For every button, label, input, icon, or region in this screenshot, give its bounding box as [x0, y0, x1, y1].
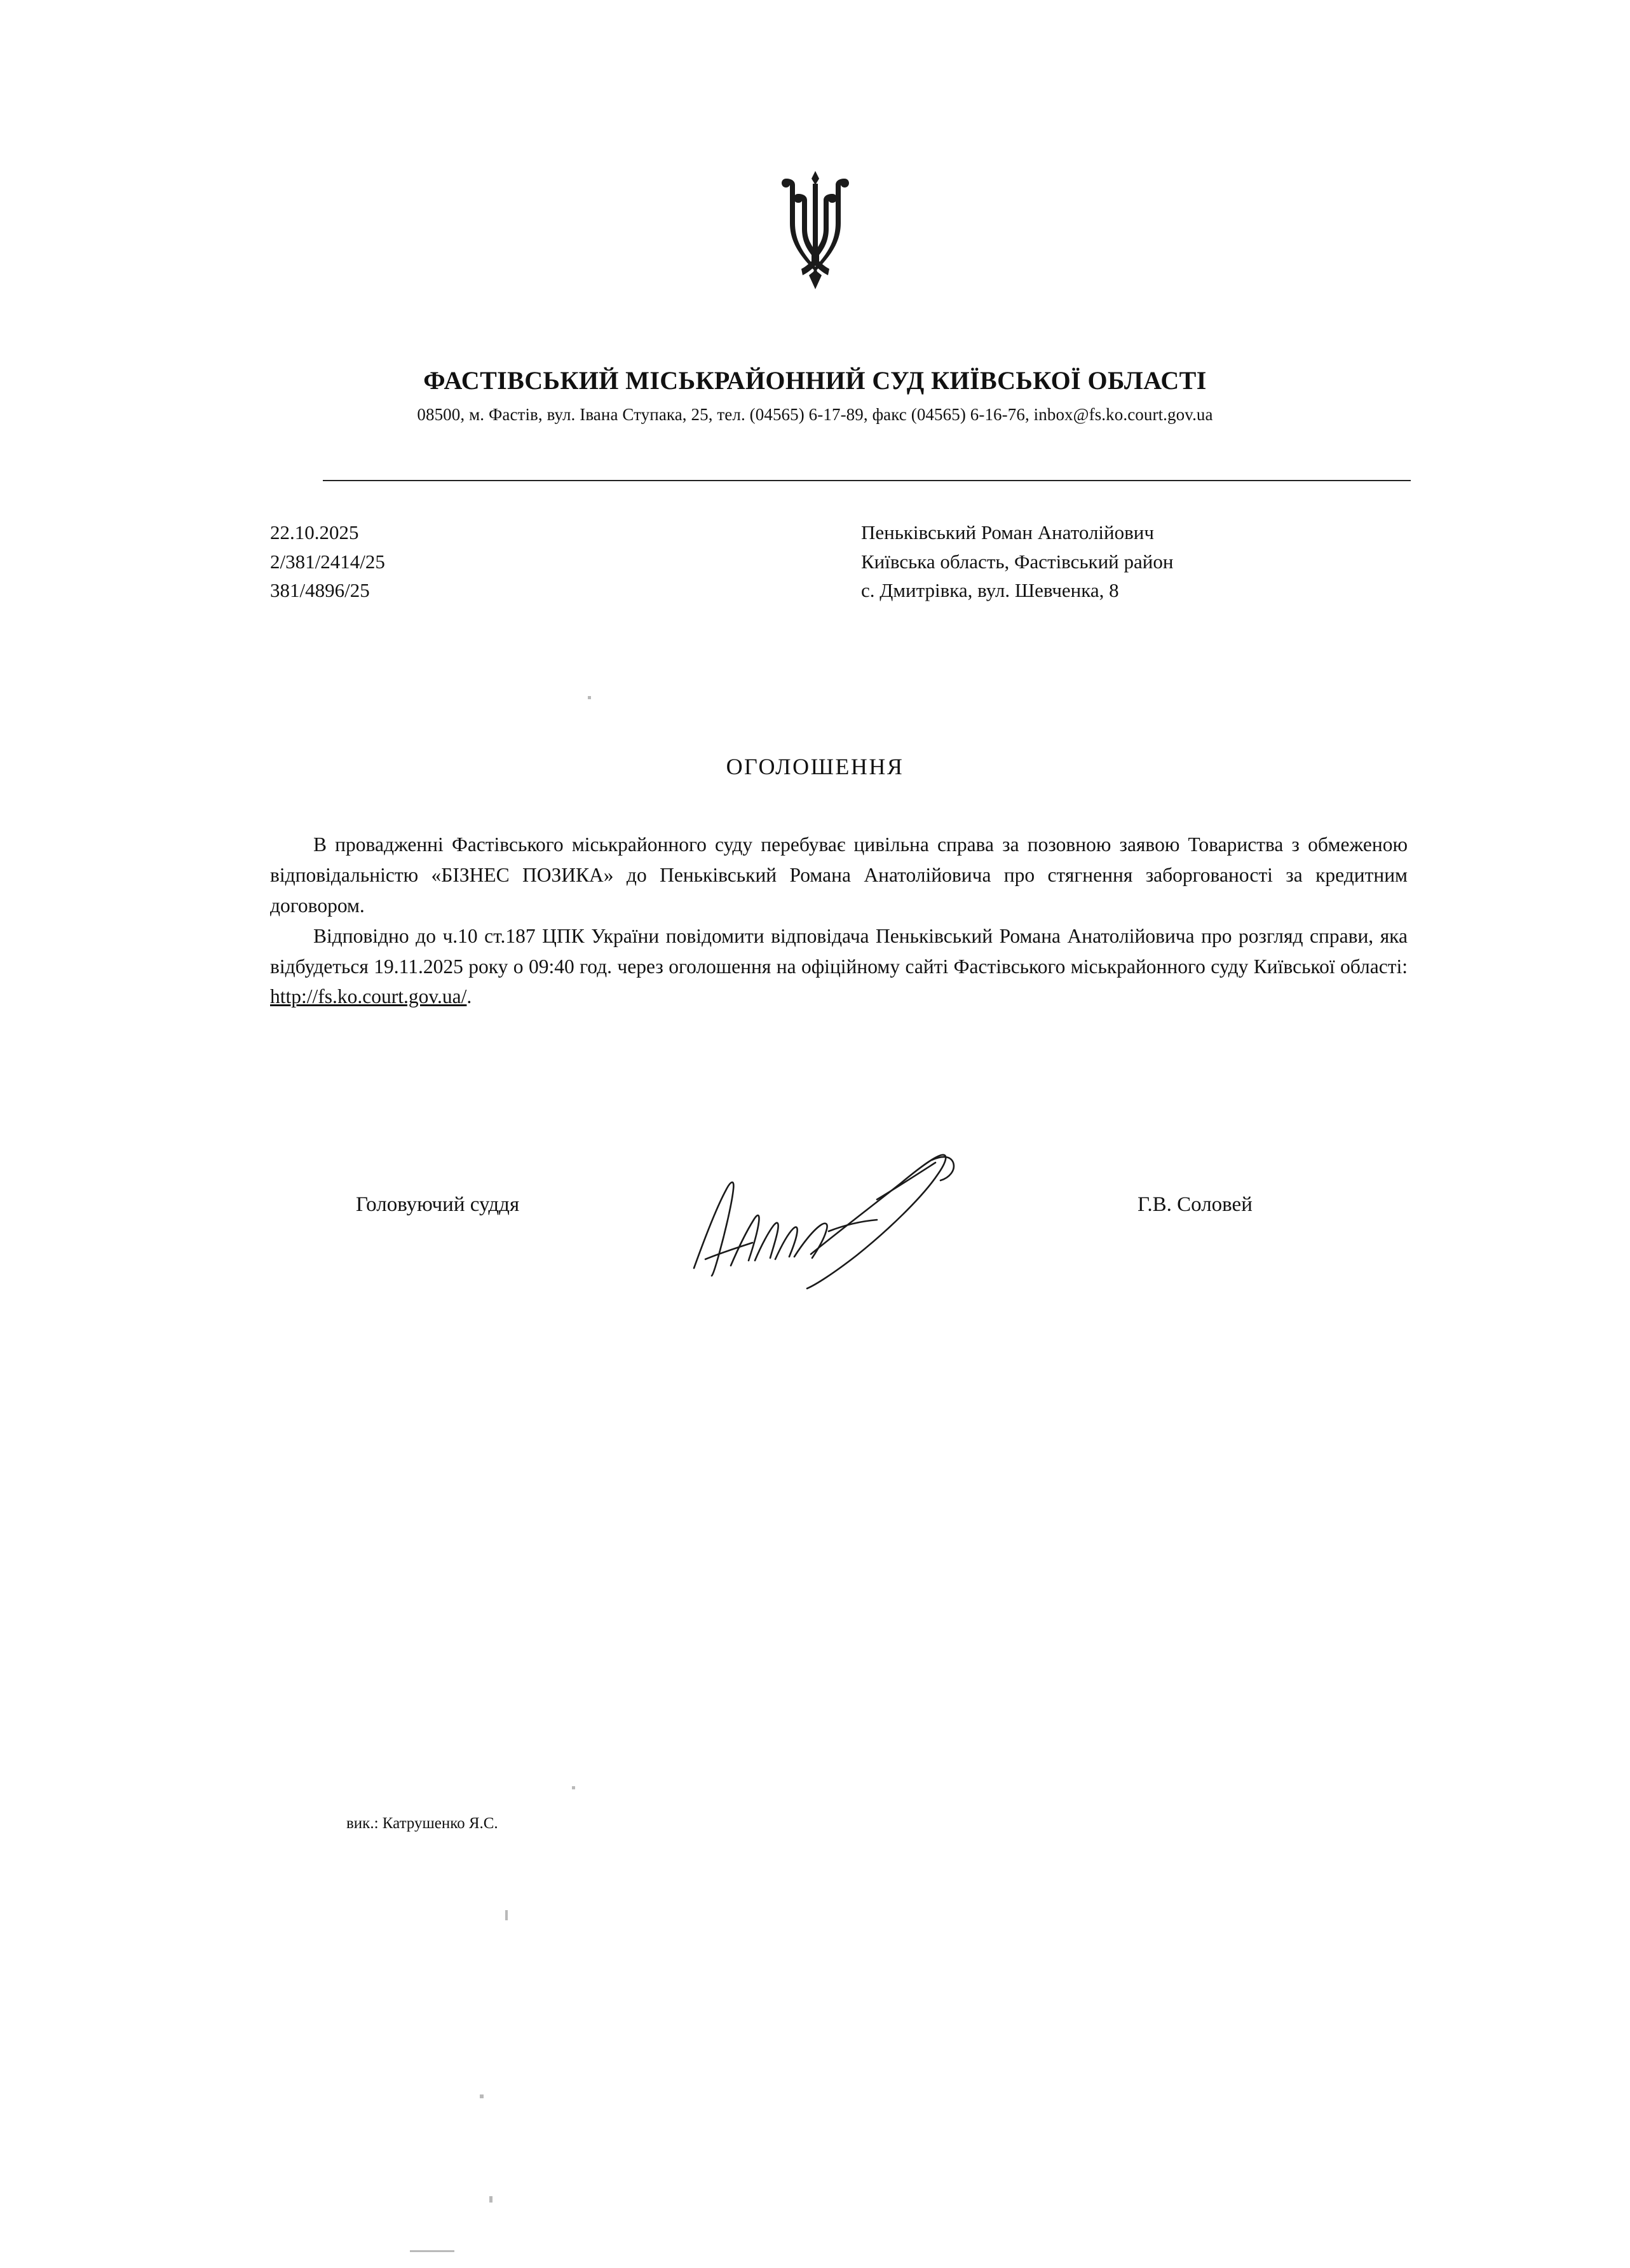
handwritten-signature-icon — [686, 1141, 1017, 1306]
ukraine-coat-of-arms-tryzub-icon — [777, 168, 853, 289]
signature-row — [0, 1179, 1630, 1255]
paragraph-2-tail: . — [466, 985, 472, 1008]
letterhead — [0, 365, 1630, 425]
scan-artifact — [410, 2250, 454, 2252]
judge-name: Г.В. Соловей — [1138, 1193, 1253, 1216]
court-name: ФАСТІВСЬКИЙ МІСЬКРАЙОННИЙ СУД КИЇВСЬКОЇ ОБЛАСТІ — [423, 366, 1207, 395]
document-date: 22.10.2025 — [270, 521, 359, 543]
scan-artifact — [480, 2094, 484, 2098]
meta-block — [0, 518, 1630, 626]
scan-artifact — [505, 1910, 508, 1920]
signature-label: Головуючий суддя — [356, 1193, 520, 1216]
body-paragraph-2 — [270, 921, 1408, 1013]
court-website-link[interactable]: http://fs.ko.court.gov.ua/ — [270, 985, 467, 1008]
scan-artifact — [489, 2196, 492, 2203]
scan-artifact — [572, 1786, 575, 1789]
addressee-street: с. Дмитрівка, вул. Шевченка, 8 — [861, 579, 1119, 602]
scan-artifact — [588, 696, 591, 699]
addressee-block — [861, 518, 1173, 605]
addressee-name: Пеньківський Роман Анатолійович — [861, 521, 1154, 543]
body-paragraph-1: В провадженні Фастівського міськрайонного суду перебуває цивільна справа за позовною заявою Товариства з обмеженою відповідальністю «БІЗНЕС ПОЗИКА» до Пеньківський Романа Анатолійовича про стягнення заборгованості за кредитним договором. — [270, 833, 1408, 917]
case-number: 2/381/2414/25 — [270, 550, 385, 573]
addressee-region: Київська область, Фастівський район — [861, 550, 1174, 573]
emblem-container — [0, 168, 1630, 289]
document-references — [270, 518, 385, 605]
document-title: ОГОЛОШЕННЯ — [726, 754, 904, 779]
executor-note: вик.: Катрушенко Я.С. — [346, 1815, 498, 1832]
registration-number: 381/4896/25 — [270, 579, 370, 602]
court-address: 08500, м. Фастів, вул. Івана Ступака, 25, тел. (04565) 6-17-89, факс (04565) 6-16-76, inbox@fs.ko.court.gov.ua — [417, 405, 1213, 424]
header-divider — [323, 480, 1411, 481]
paragraph-2-text: Відповідно до ч.10 ст.187 ЦПК України повідомити відповідача Пеньківський Романа Анатолійовича про розгляд справи, яка відбудеться 19.11.2025 року о 09:40 год. через оголошення на офіційному сайті Фастівського міськрайонного суду Київської області: — [270, 924, 1408, 978]
document-body — [270, 830, 1408, 1012]
